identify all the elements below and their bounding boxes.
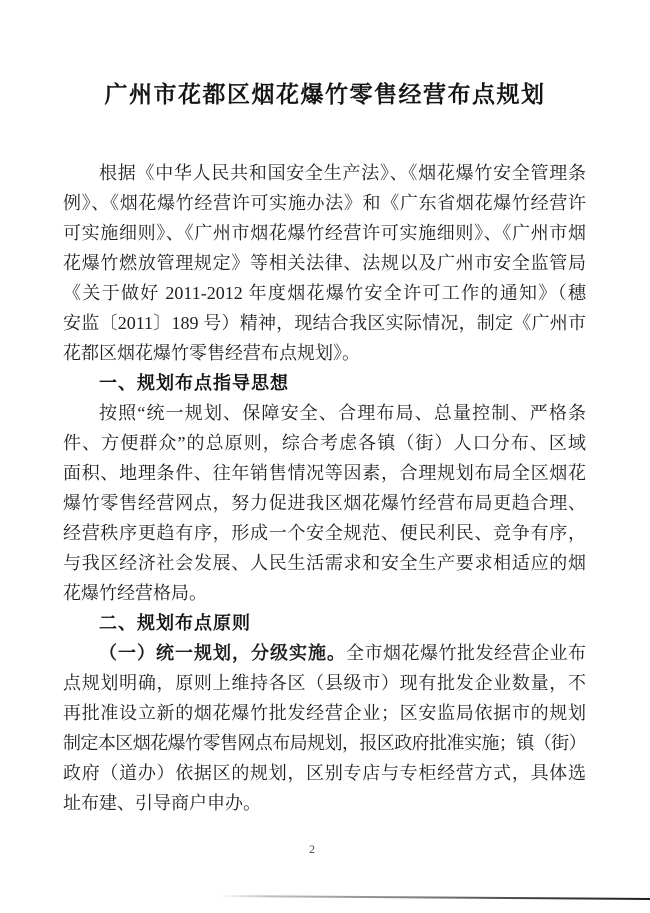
- para1-line: 根据《中华人民共和国安全生产法》、《烟花爆竹安全管理条: [99, 163, 586, 183]
- para3-lead-rest: 全市烟花爆竹批发经营企业布: [346, 643, 586, 663]
- para2-line: 件、方便群众”的总原则，综合考虑各镇（街）人口分布、区域: [63, 433, 586, 453]
- para1-line: 花都区烟花爆竹零售经营布点规划》。: [63, 343, 360, 363]
- para2-line: 经营秩序更趋有序，形成一个安全规范、便民利民、竞争有序，: [63, 523, 586, 543]
- para2-line: 花爆竹经营格局。: [63, 583, 207, 603]
- para1-line: 例》、《烟花爆竹经营许可实施办法》和《广东省烟花爆竹经营许: [63, 193, 586, 213]
- para3-line-lead: [63, 638, 586, 668]
- para1-line: 可实施细则》、《广州市烟花爆竹经营许可实施细则》、《广州市烟: [63, 223, 586, 243]
- para2-line: 面积、地理条件、往年销售情况等因素，合理规划布局全区烟花: [63, 463, 586, 483]
- para3-line: 点规划明确，原则上维持各区（县级市）现有批发企业数量，不: [63, 673, 586, 693]
- document-body: [63, 158, 586, 818]
- para2-line: 按照“统一规划、保障安全、合理布局、总量控制、严格条: [99, 403, 586, 423]
- para1-line: 花爆竹燃放管理规定》等相关法律、法规以及广州市安全监管局: [63, 253, 586, 273]
- scan-artifact-line: [218, 895, 650, 900]
- para2-line: 与我区经济社会发展、人民生活需求和安全生产要求相适应的烟: [63, 553, 586, 573]
- section-heading-1: 一、规划布点指导思想: [99, 373, 289, 393]
- para3-line: 政府（道办）依据区的规划，区别专店与专柜经营方式，具体选: [63, 763, 586, 783]
- section-heading-2: 二、规划布点原则: [99, 613, 251, 633]
- para1-line: 《关于做好 2011-2012 年度烟花爆竹安全许可工作的通知》（穗: [63, 283, 586, 303]
- para3-line: 址布建、引导商户申办。: [63, 793, 261, 813]
- document-title: 广州市花都区烟花爆竹零售经营布点规划: [104, 82, 546, 107]
- para3-line: 制定本区烟花爆竹零售网点布局规划，报区政府批准实施；镇（街）: [63, 733, 586, 753]
- para1-line: 安监〔2011〕189 号）精神，现结合我区实际情况，制定《广州市: [63, 313, 586, 333]
- para2-line: 爆竹零售经营网点，努力促进我区烟花爆竹经营布局更趋合理、: [63, 493, 586, 513]
- para3-line: 再批准设立新的烟花爆竹批发经营企业；区安监局依据市的规划: [63, 703, 586, 723]
- para3-bold-lead: （一）统一规划，分级实施。: [99, 643, 346, 663]
- page-number: 2: [309, 842, 315, 856]
